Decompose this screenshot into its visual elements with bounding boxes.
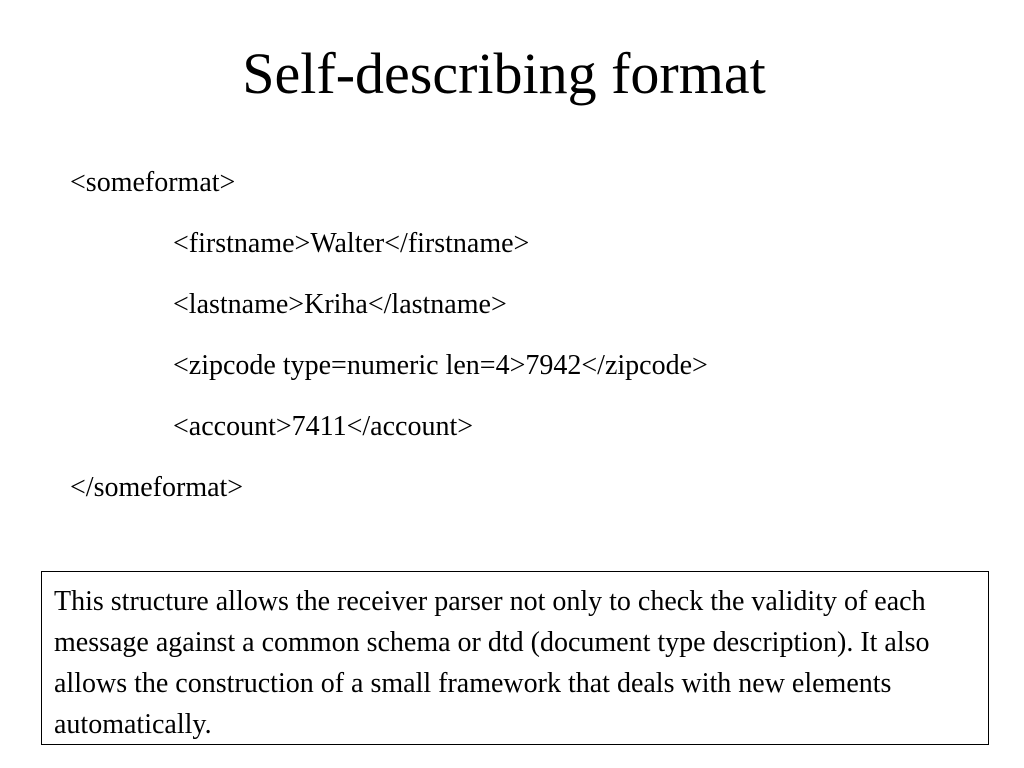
code-line-firstname: <firstname>Walter</firstname>	[173, 228, 530, 259]
code-line-account: <account>7411</account>	[173, 411, 474, 442]
note-text: This structure allows the receiver parser not only to check the validity of each message against a common schema or dtd (document type description). It also allows the construction of a small framework that deals with new elements automatically.	[54, 586, 930, 740]
note-box	[41, 571, 989, 745]
slide-title: Self-describing format	[242, 41, 766, 106]
code-line-zipcode: <zipcode type=numeric len=4>7942</zipcode>	[173, 350, 708, 381]
code-line-open-root: <someformat>	[70, 167, 236, 198]
code-line-lastname: <lastname>Kriha</lastname>	[173, 289, 507, 320]
code-line-close-root: </someformat>	[70, 472, 244, 503]
